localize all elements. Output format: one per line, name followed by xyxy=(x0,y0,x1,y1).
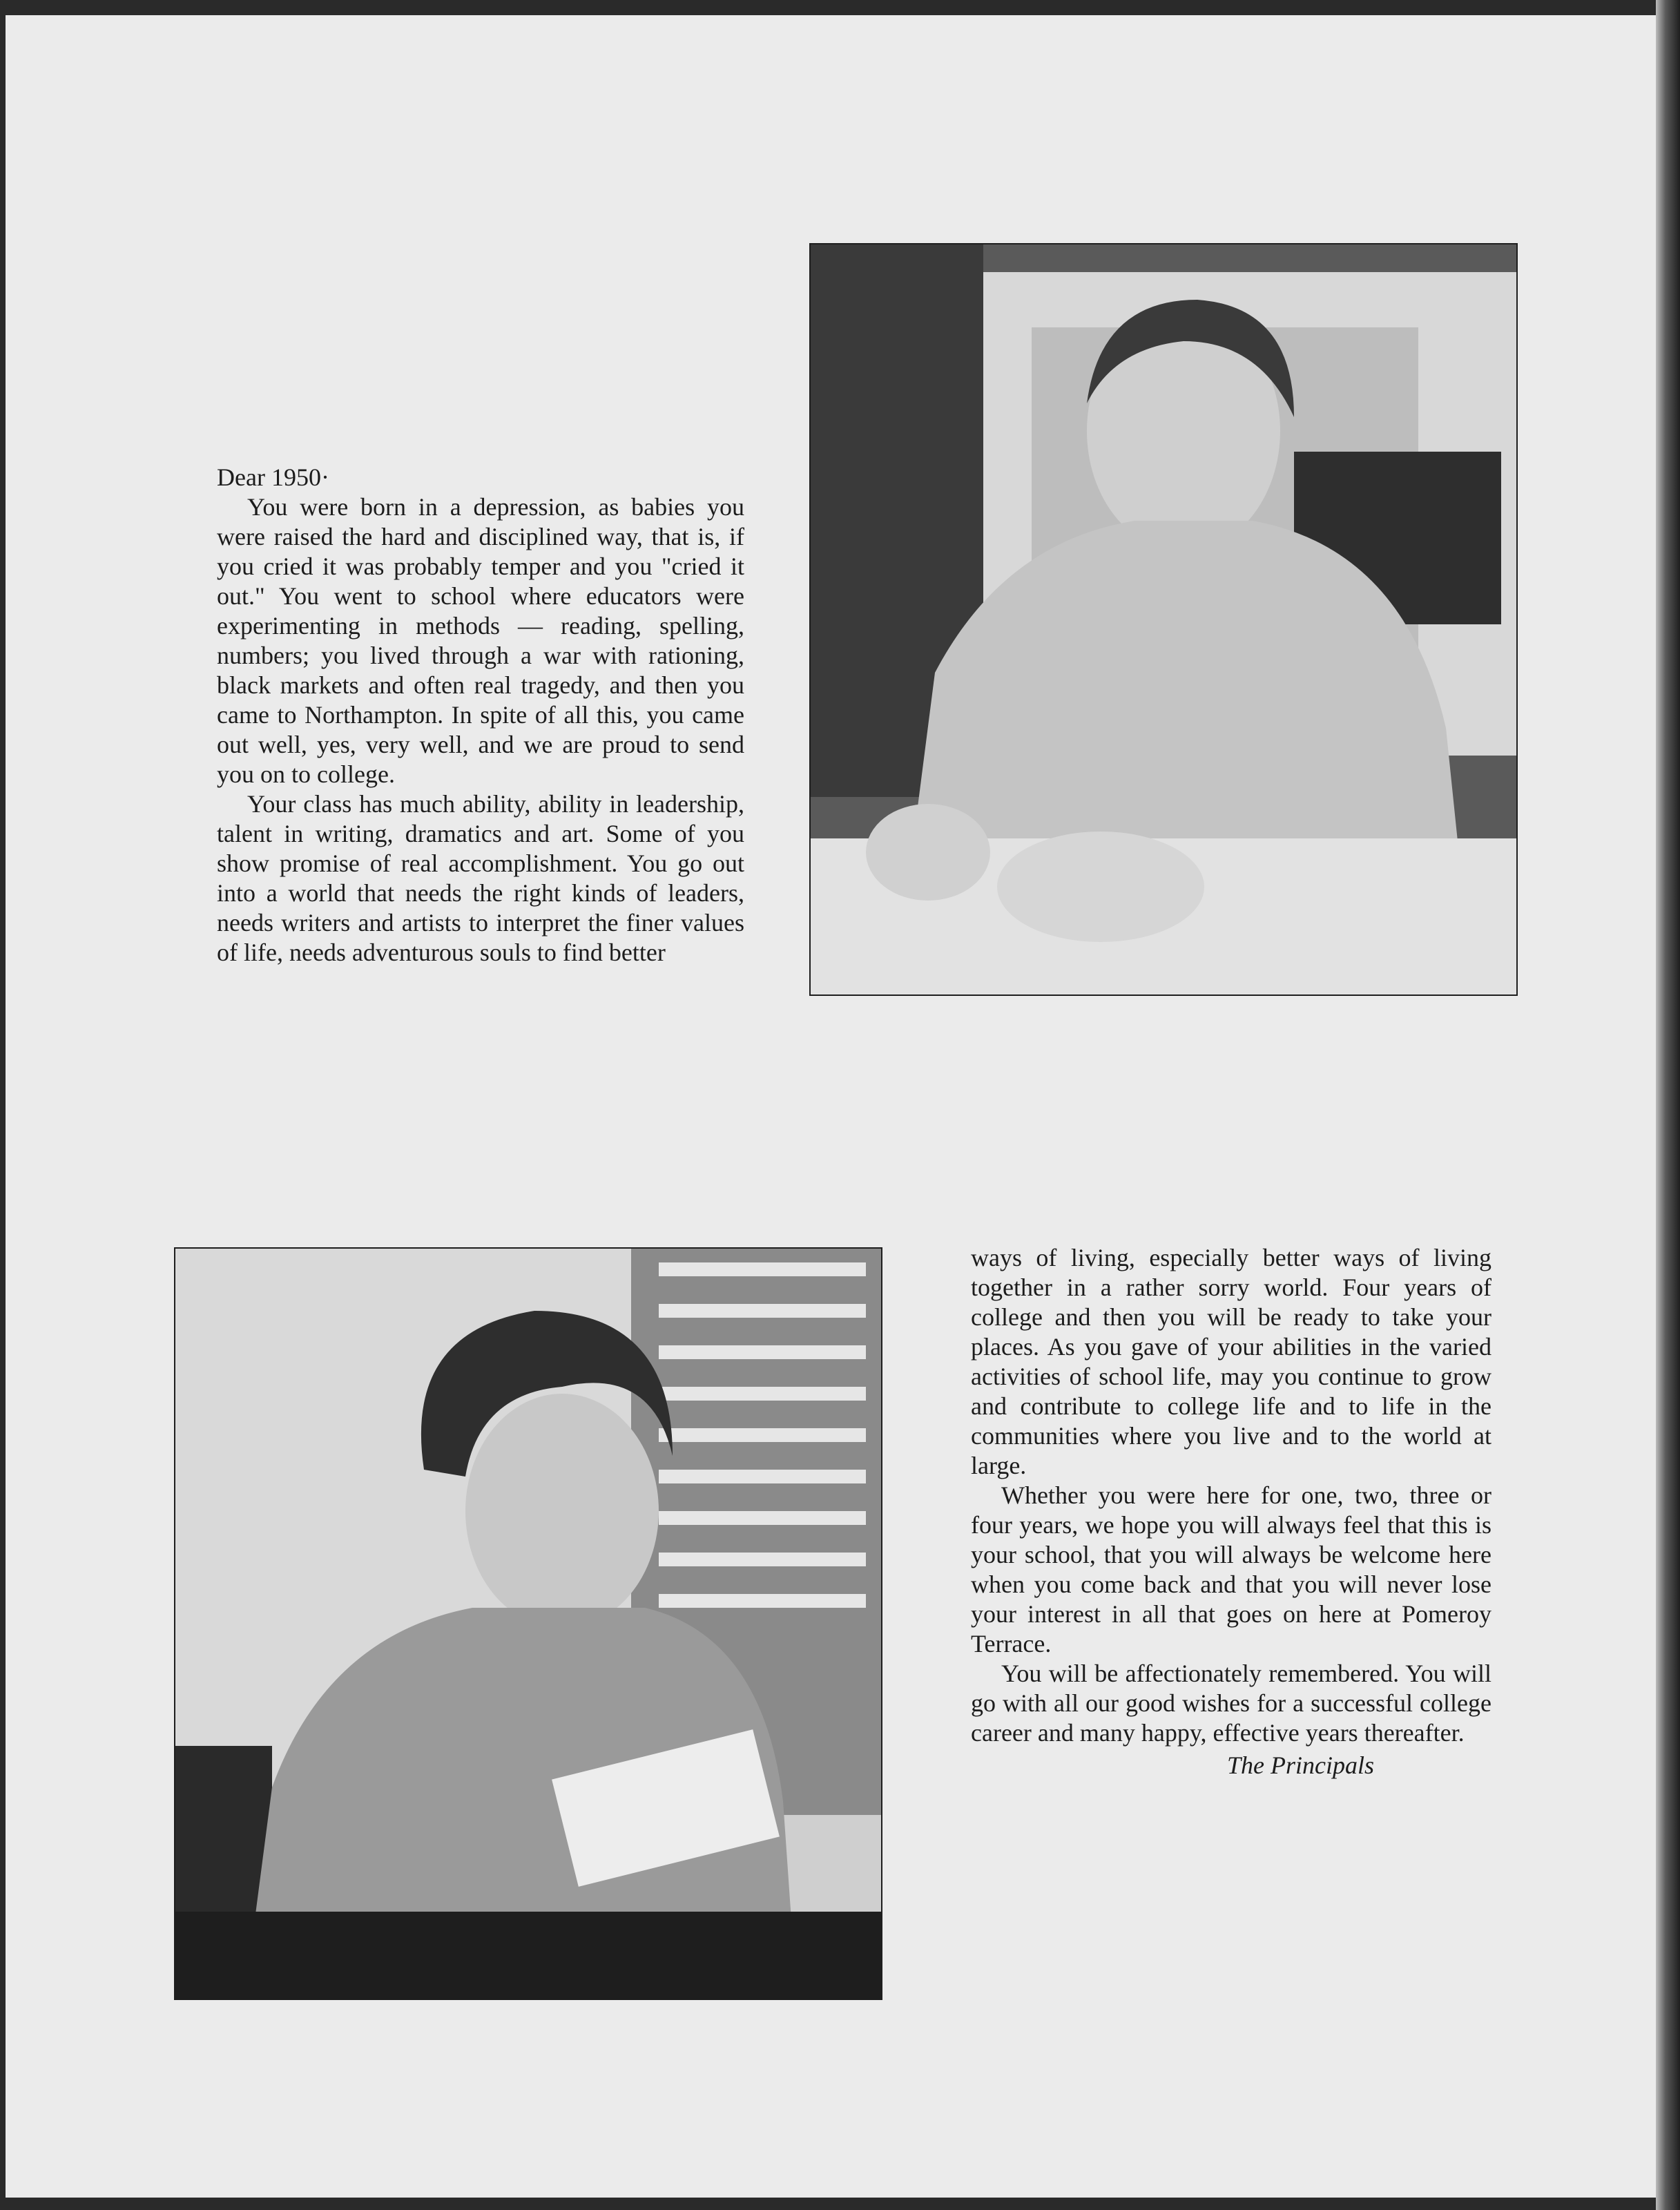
letter-paragraph: You were born in a depression, as babies you were raised the hard and disciplined way, that is, if you cried it was probably temper and you "cried it out." You went to school where educators were experimenting in methods — reading, spelling, numbers; you lived through a war with rationing, black markets and often real tragedy, and then you came to Northampton. In spite of all this, you came out well, yes, very well, and we are proud to send you on to college. xyxy=(217,493,744,788)
letter-signature: The Principals xyxy=(1227,1751,1374,1779)
portrait-photo-icon xyxy=(175,1249,881,1999)
principal-photo-bottom xyxy=(174,1247,882,2000)
letter-paragraph: Whether you were here for one, two, three or four years, we hope you will always feel that this is your school, that you will always be welcome here when you come back and that you will never lose your interest in all that goes on here at Pomeroy Terrace. xyxy=(971,1481,1491,1658)
letter-salutation: Dear 1950· xyxy=(217,463,329,491)
letter-column-top xyxy=(217,463,744,968)
letter-paragraph: You will be affectionately remembered. You will go with all our good wishes for a successful college career and many happy, effective years thereafter. xyxy=(971,1660,1491,1747)
letter-paragraph: ways of living, especially better ways of living together in a rather sorry world. Four years of college and then you will be ready to take your places. As you gave of your abilities in the varied activities of school life, may you continue to grow and contribute to college life and to life in the communities where you live and to the world at large. xyxy=(971,1244,1491,1479)
principal-photo-top xyxy=(809,243,1518,996)
letter-paragraph: Your class has much ability, ability in leadership, talent in writing, dramatics and art. Some of you show promise of real accomplishment. You go out into a world that needs the right kinds of leaders, needs writers and artists to interpret the finer values of life, needs adventurous souls to find better xyxy=(217,790,744,966)
page-edge-shadow xyxy=(1656,0,1680,2210)
yearbook-page xyxy=(6,15,1657,2198)
letter-column-bottom xyxy=(971,1243,1491,1780)
portrait-photo-icon xyxy=(811,244,1516,995)
